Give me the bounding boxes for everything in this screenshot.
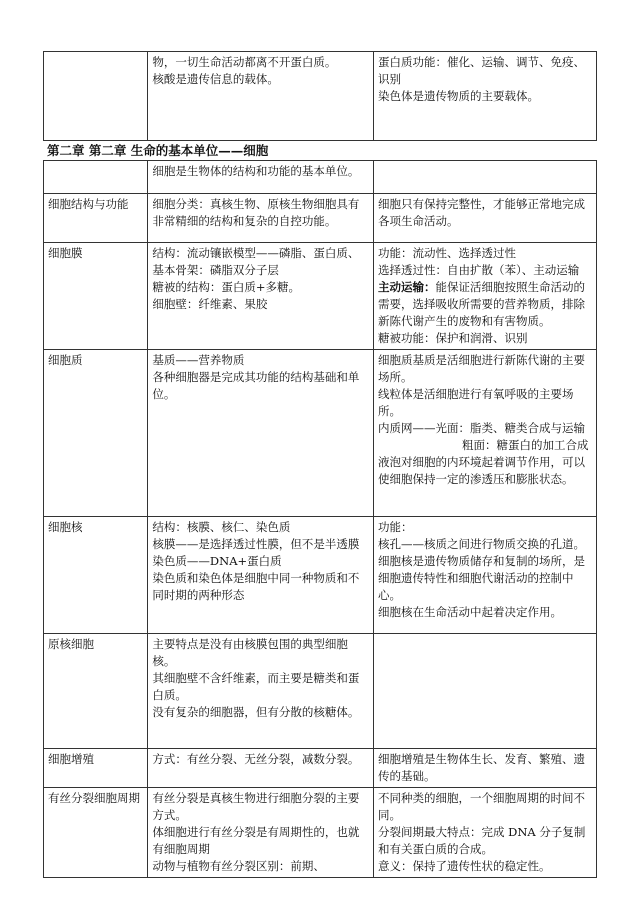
cell-text: 各种细胞器是完成其功能的结构基础和单位。 bbox=[152, 370, 360, 401]
cell-text: 线粒体是活细胞进行有氧呼吸的主要场所。 bbox=[377, 387, 574, 418]
continued-table bbox=[43, 51, 597, 141]
cell-text: 结构：核膜、核仁、染色质 bbox=[152, 520, 291, 534]
cell-text: 液泡对细胞的内环境起着调节作用，可以使细胞保持一定的渗透压和膨胀状态。 bbox=[377, 455, 585, 486]
table-cell bbox=[44, 52, 148, 141]
cell-chapter-table bbox=[43, 160, 597, 878]
cell-text: 蛋白质功能：催化、运输、调节、免疫、识别 bbox=[377, 55, 585, 86]
table-cell bbox=[148, 194, 374, 243]
cell-text: 细胞壁：纤维素、果胶 bbox=[152, 297, 268, 311]
cell-text: 核酸是遗传信息的载体。 bbox=[152, 72, 279, 86]
cell-text: 选择透过性：自由扩散（苯）、主动运输 bbox=[377, 263, 580, 277]
cell-text: 分裂间期最大特点：完成 DNA 分子复制和有关蛋白质的合成。 bbox=[377, 825, 586, 856]
cell-text: 物，一切生命活动都离不开蛋白质。 bbox=[152, 55, 337, 69]
cell-text: 细胞核是遗传物质储存和复制的场所，是细胞遗传特性和细胞代谢活动的控制中心。 bbox=[377, 554, 585, 602]
row-label bbox=[44, 161, 148, 194]
row-label: 细胞结构与功能 bbox=[44, 194, 148, 243]
row-label: 细胞质 bbox=[44, 350, 148, 517]
cell-text: 染色体是遗传物质的主要载体。 bbox=[377, 89, 539, 103]
row-label: 细胞增殖 bbox=[44, 749, 148, 788]
table-row bbox=[44, 194, 597, 243]
table-cell bbox=[373, 161, 596, 194]
row-label: 细胞核 bbox=[44, 517, 148, 634]
row-label: 有丝分裂细胞周期 bbox=[44, 788, 148, 878]
table-cell bbox=[373, 194, 596, 243]
table-row bbox=[44, 634, 597, 749]
table-cell bbox=[148, 749, 374, 788]
chapter-heading: 第二章 第二章 生命的基本单位——细胞 bbox=[47, 143, 269, 158]
table-row bbox=[44, 52, 597, 141]
cell-text: 内质网——光面：脂类、糖类合成与运输 bbox=[377, 421, 585, 435]
cell-text: 结构：流动镶嵌模型——磷脂、蛋白质、 bbox=[152, 246, 360, 260]
table-cell bbox=[373, 634, 596, 749]
table-cell bbox=[148, 634, 374, 749]
cell-text: 细胞分类：真核生物、原核生物细胞具有非常精细的结构和复杂的自控功能。 bbox=[152, 197, 360, 228]
cell-text: 粗面：糖蛋白的加工合成 bbox=[461, 438, 589, 452]
cell-text: 染色质和染色体是细胞中同一种物质和不同时期的两种形态 bbox=[152, 571, 360, 602]
cell-text: 细胞核在生命活动中起着决定作用。 bbox=[377, 605, 562, 619]
cell-text: 糖被功能：保护和润滑、识别 bbox=[377, 331, 528, 345]
table-cell bbox=[148, 517, 374, 634]
table-cell bbox=[373, 243, 596, 350]
table-row bbox=[44, 161, 597, 194]
cell-text: 细胞只有保持完整性，才能够正常地完成各项生命活动。 bbox=[377, 197, 585, 228]
cell-text: 有丝分裂是真核生物进行细胞分裂的主要方式。 bbox=[152, 791, 360, 822]
cell-text: 功能： bbox=[377, 520, 413, 534]
cell-text: 主要特点是没有由核膜包围的典型细胞核。 bbox=[152, 637, 348, 668]
cell-text: 不同种类的细胞，一个细胞周期的时间不同。 bbox=[377, 791, 585, 822]
table-row bbox=[44, 788, 597, 878]
cell-text: 糖被的结构：蛋白质+多糖。 bbox=[152, 280, 301, 294]
row-label: 细胞膜 bbox=[44, 243, 148, 350]
cell-text: 其细胞壁不含纤维素，而主要是糖类和蛋白质。 bbox=[152, 671, 360, 702]
table-cell bbox=[373, 350, 596, 517]
cell-text: 能保证活细胞按照生命活动的需要，选择吸收所需要的营养物质，排除新陈代谢产生的废物和有害物质。 bbox=[377, 280, 585, 328]
table-cell bbox=[148, 52, 374, 141]
table-cell bbox=[148, 161, 374, 194]
table-cell bbox=[373, 788, 596, 878]
cell-text: 细胞质基质是活细胞进行新陈代谢的主要场所。 bbox=[377, 353, 585, 384]
cell-text bbox=[378, 279, 592, 330]
cell-text: 功能：流动性、选择透过性 bbox=[377, 246, 516, 260]
table-cell bbox=[373, 749, 596, 788]
table-cell bbox=[148, 788, 374, 878]
cell-text: 基质——营养物质 bbox=[152, 353, 245, 367]
table-cell bbox=[373, 52, 596, 141]
table-cell bbox=[148, 350, 374, 517]
table-row bbox=[44, 243, 597, 350]
cell-text: 细胞增殖是生物体生长、发育、繁殖、遗传的基础。 bbox=[377, 752, 585, 783]
cell-text: 动物与植物有丝分裂区别：前期、 bbox=[152, 859, 325, 873]
cell-text: 方式：有丝分裂、无丝分裂，减数分裂。 bbox=[152, 752, 360, 766]
cell-text: 基本骨架：磷脂双分子层 bbox=[152, 263, 279, 277]
table-row bbox=[44, 517, 597, 634]
table-row bbox=[44, 749, 597, 788]
table-cell bbox=[148, 243, 374, 350]
table-row bbox=[44, 350, 597, 517]
cell-text: 意义：保持了遗传性状的稳定性。 bbox=[377, 859, 551, 873]
row-label: 原核细胞 bbox=[44, 634, 148, 749]
cell-text: 核膜——是选择透过性膜，但不是半透膜 bbox=[152, 537, 360, 551]
cell-text: 细胞是生物体的结构和功能的基本单位。 bbox=[152, 164, 360, 178]
cell-text: 核孔——核质之间进行物质交换的孔道。 bbox=[377, 537, 585, 551]
bold-term: 主动运输： bbox=[377, 280, 436, 294]
cell-text: 染色质——DNA+蛋白质 bbox=[152, 554, 282, 568]
table-cell bbox=[373, 517, 596, 634]
cell-text: 体细胞进行有丝分裂是有周期性的，也就有细胞周期 bbox=[152, 825, 360, 856]
cell-text: 没有复杂的细胞器，但有分散的核糖体。 bbox=[152, 705, 360, 719]
